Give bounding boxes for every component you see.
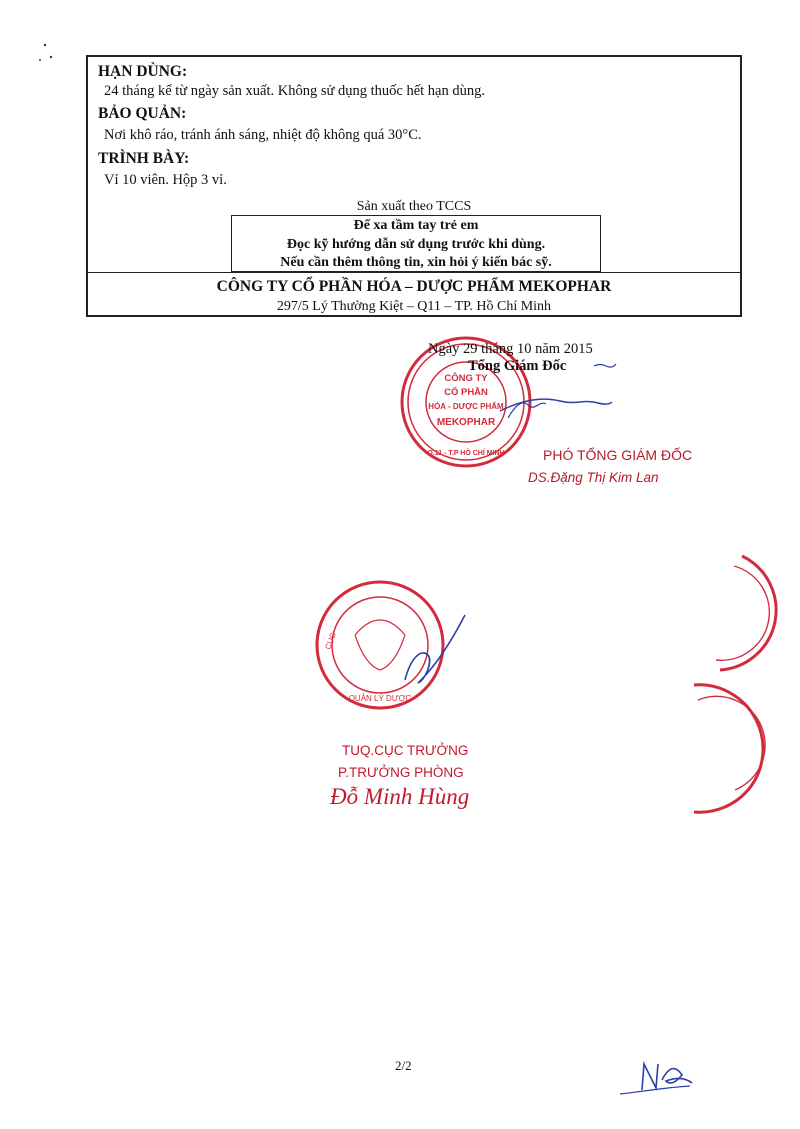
warning-line: Đọc kỹ hướng dẫn sử dụng trước khi dùng. [286,236,546,252]
storage-text: Nơi khô ráo, tránh ánh sáng, nhiệt độ không quá 30°C. [104,127,422,143]
director-title: Tổng Giám Đốc [468,358,567,374]
standard-text: Sản xuất theo TCCS [356,199,472,214]
agency-stamp-text: CỤC [323,631,338,651]
partial-stamp-bottom [694,685,763,812]
presentation-title: TRÌNH BÀY: [98,150,190,167]
deputy-title: PHÓ TỔNG GIÁM ĐỐC [543,447,693,463]
agency-stamp [317,582,443,708]
presentation-text: Vỉ 10 viên. Hộp 3 vỉ. [104,172,227,188]
warning-line: Để xa tầm tay trẻ em [353,218,479,233]
agency-stamp-text: QUẢN LÝ DƯỢC [348,694,412,703]
company-stamp-text: HÓA - DƯỢC PHẨM [428,402,504,411]
director-signature [500,399,612,411]
company-stamp-text: CÔNG TY [444,373,488,384]
authority-line1: TUQ.CỤC TRƯỞNG [342,743,469,758]
company-stamp-text: Q.11 - T.P HỒ CHÍ MINH [427,450,505,457]
approval-date: Ngày 29 tháng 10 năm 2015 [428,341,593,357]
company-stamp-text: CỔ PHẦN [444,387,488,398]
authority-line2: P.TRƯỞNG PHÒNG [338,765,464,780]
page-number: 2/2 [395,1058,412,1073]
authority-name: Đỗ Minh Hùng [330,784,470,809]
company-name: CÔNG TY CỔ PHẦN HÓA – DƯỢC PHẨM MEKOPHAR [216,278,612,295]
expiry-title: HẠN DÙNG: [98,63,188,80]
company-address: 297/5 Lý Thường Kiệt – Q11 – TP. Hồ Chí Minh [276,299,552,314]
expiry-text: 24 tháng kể từ ngày sản xuất. Không sử dụng thuốc hết hạn dùng. [104,83,485,99]
deputy-name: DS.Đặng Thị Kim Lan [528,470,659,485]
warning-line: Nếu cần thêm thông tin, xin hỏi ý kiến bác sỹ. [280,255,552,270]
company-stamp-text: MEKOPHAR [436,417,496,428]
storage-title: BẢO QUẢN: [98,105,187,122]
